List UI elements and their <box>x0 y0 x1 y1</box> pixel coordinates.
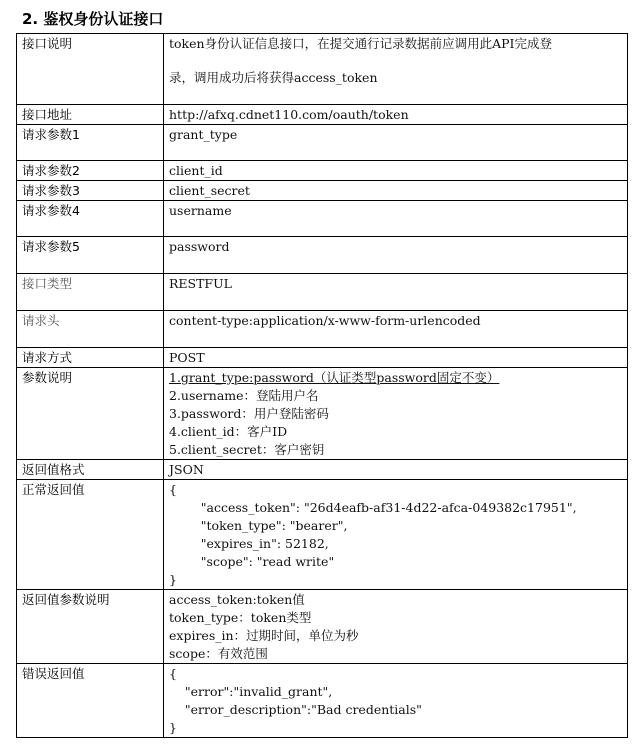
ret-line: scope：有效范围 <box>169 646 268 661</box>
table-row <box>17 480 628 590</box>
row-label: 接口类型 <box>17 274 164 311</box>
table-row <box>17 590 628 664</box>
ret-line: access_token:token值 <box>169 592 305 607</box>
json-line: "token_type": "bearer", <box>169 518 348 533</box>
table-row <box>17 274 628 311</box>
row-value <box>164 34 628 105</box>
desc-line-1: token身份认证信息接口，在提交通行记录数据前应调用此API完成登 <box>169 36 552 51</box>
row-label: 接口地址 <box>17 105 164 125</box>
table-row <box>17 664 628 738</box>
json-line: "error_description":"Bad credentials" <box>169 702 422 717</box>
table-row <box>17 181 628 201</box>
api-spec-table <box>16 33 628 738</box>
row-label: 请求参数5 <box>17 237 164 274</box>
row-label: 请求参数1 <box>17 125 164 161</box>
row-label: 返回值参数说明 <box>17 590 164 664</box>
json-block <box>164 664 628 738</box>
row-value: client_id <box>164 161 628 181</box>
param-line: 2.username：登陆用户名 <box>169 388 319 403</box>
row-value: POST <box>164 348 628 368</box>
param-line: 5.client_secret：客户密钥 <box>169 442 325 457</box>
table-row <box>17 201 628 237</box>
json-line: { <box>169 482 177 497</box>
table-row <box>17 125 628 161</box>
ret-line: token_type：token类型 <box>169 610 312 625</box>
json-line: } <box>169 572 177 587</box>
row-label: 参数说明 <box>17 368 164 460</box>
param-line: 4.client_id：客户ID <box>169 424 288 439</box>
table-row <box>17 348 628 368</box>
json-line: } <box>169 720 177 735</box>
row-value: password <box>164 237 628 274</box>
row-value: grant_type <box>164 125 628 161</box>
table-row <box>17 161 628 181</box>
table-row <box>17 311 628 348</box>
row-label: 接口说明 <box>17 34 164 105</box>
section-heading: 2. 鉴权身份认证接口 <box>22 10 164 28</box>
json-block <box>164 480 628 590</box>
row-label: 错误返回值 <box>17 664 164 738</box>
json-line: { <box>169 666 177 681</box>
table-row <box>17 237 628 274</box>
table-row <box>17 105 628 125</box>
param-line: 3.password：用户登陆密码 <box>169 406 329 421</box>
row-value: client_secret <box>164 181 628 201</box>
json-line: "expires_in": 52182, <box>169 536 329 551</box>
row-label: 请求头 <box>17 311 164 348</box>
row-label: 请求方式 <box>17 348 164 368</box>
row-label: 请求参数3 <box>17 181 164 201</box>
param-line: 1.grant_type:password（认证类型password固定不变） <box>169 370 500 385</box>
row-value: username <box>164 201 628 237</box>
row-value: JSON <box>164 460 628 480</box>
json-line: "access_token": "26d4eafb-af31-4d22-afca-049382c17951", <box>169 500 577 515</box>
desc-line-2: 录，调用成功后将获得access_token <box>169 70 378 85</box>
row-value <box>164 590 628 664</box>
row-value <box>164 368 628 460</box>
table-row <box>17 368 628 460</box>
json-line: "scope": "read write" <box>169 554 335 569</box>
row-label: 请求参数4 <box>17 201 164 237</box>
row-value: content-type:application/x-www-form-urlencoded <box>164 311 628 348</box>
endpoint-url: http://afxq.cdnet110.com/oauth/token <box>164 105 628 125</box>
row-label: 正常返回值 <box>17 480 164 590</box>
table-row <box>17 460 628 480</box>
json-line: "error":"invalid_grant", <box>169 684 333 699</box>
ret-line: expires_in：过期时间，单位为秒 <box>169 628 359 643</box>
table-row <box>17 34 628 105</box>
row-label: 返回值格式 <box>17 460 164 480</box>
row-label: 请求参数2 <box>17 161 164 181</box>
row-value: RESTFUL <box>164 274 628 311</box>
